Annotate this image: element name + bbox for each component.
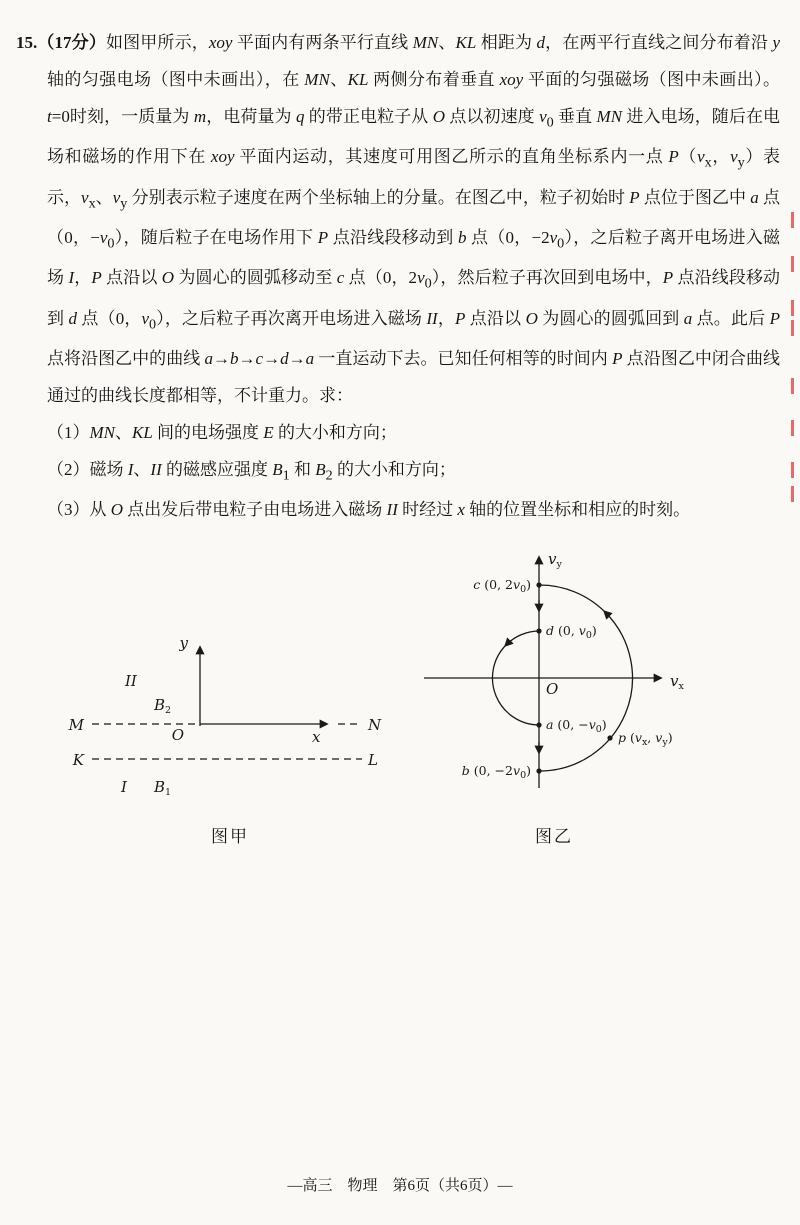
fig-b-label-d: d (0, $v_0$): [546, 623, 597, 642]
figures-row: [16, 546, 780, 847]
figure-a-diagram: [70, 634, 390, 804]
figure-a: [70, 634, 390, 847]
figure-b-caption: 图乙: [535, 827, 573, 847]
fig-b-point-c: [536, 583, 541, 588]
figure-b-diagram: [414, 546, 694, 796]
fig-a-y-axis-label: y: [179, 634, 188, 653]
fig-b-label-c: c (0, $2v_0$): [473, 577, 531, 596]
scan-artifact-mark: [791, 420, 794, 436]
fig-b-point-b: [536, 769, 541, 774]
fig-b-label-p: p ($v_x$, $v_y$): [618, 730, 673, 749]
fig-a-label-k: K: [72, 751, 84, 770]
fig-b-small-arc-lower: [492, 645, 539, 725]
fig-b-point-d: [536, 629, 541, 634]
question-3: （3）从 O 点出发后带电粒子由电场进入磁场 II 时经过 x 轴的位置坐标和相应的时刻。: [47, 500, 691, 520]
figure-a-caption: 图甲: [211, 827, 249, 847]
fig-a-region-ii-label: II: [125, 672, 137, 691]
scan-artifact-mark: [791, 320, 794, 336]
scan-artifact-mark: [791, 212, 794, 228]
scan-artifact-mark: [791, 462, 794, 478]
fig-a-field-b1-label: $B_1$: [154, 778, 172, 799]
problem-body-text: 如图甲所示，xoy 平面内有两条平行直线 MN、KL 相距为 d，在两平行直线之间分布着沿 y 轴的匀强电场（图中未画出），在 MN、KL 两侧分布着垂直 xoy 平面的匀强磁场（图中未画出）。t=0时刻，一质量为 m，电荷量为 q 的带正电粒子从 O 点以初速度 $v_0$ 垂直 MN 进入电场，随后在电场和磁场的作用下在 xoy 平面内运动，其速度可用图乙所示的直角坐标系内一点 $P(v_x$，$v_y$）表示，$v_x$、$v_y$ 分别表示粒子速度在两个坐标轴上的分量。在图乙中，粒子初始时 P 点位于图乙中 a 点（0，$-v_0$），随后粒子在电场作用下 P 点沿线段移动到 b 点（0，$-2v_0$），之后粒子离开电场进入磁场 I，P 点沿以 O 为圆心的圆弧移动至 c 点（0，$2v_0$），然后粒子再次回到电场中，P 点沿线段移动到 d 点（0，$v_0$），之后粒子再次离开电场进入磁场 II，P 点沿以 O 为圆心的圆弧回到 a 点。此后 P 点将沿图乙中的曲线 a→b→c→d→a 一直运动下去。已知任何相等的时间内 P 点沿图乙中闭合曲线通过的曲线长度都相等，不计重力。求：: [47, 33, 781, 405]
question-2: （2）磁场 I、II 的磁感应强度 $B_1$ 和 $B_2$ 的大小和方向；: [47, 459, 456, 484]
fig-a-region-i-label: I: [121, 778, 127, 797]
problem-statement: [16, 24, 780, 414]
fig-a-label-n: N: [368, 716, 382, 735]
figure-b: [414, 546, 694, 847]
fig-b-big-arc-upper: [539, 585, 605, 612]
fig-a-label-m: M: [68, 716, 84, 735]
fig-b-small-arc-upper: [506, 631, 539, 645]
question-1: （1）MN、KL 间的电场强度 E 的大小和方向；: [47, 422, 397, 442]
scan-artifact-mark: [791, 486, 794, 502]
fig-b-vx-axis-label: $v_x$: [670, 672, 684, 693]
problem-score: （17分）: [37, 33, 106, 52]
fig-b-origin-label: O: [546, 680, 559, 699]
fig-b-label-a: a (0, $-v_0$): [546, 717, 607, 736]
problem-number: 15.: [16, 33, 38, 52]
fig-a-field-b2-label: $B_2$: [154, 696, 172, 717]
scan-artifact-mark: [791, 256, 794, 272]
fig-a-origin-label: O: [171, 726, 184, 745]
fig-a-label-l: L: [368, 751, 378, 770]
scan-artifact-mark: [791, 300, 794, 316]
scan-artifact-mark: [791, 378, 794, 394]
fig-b-vy-axis-label: $v_y$: [548, 550, 562, 571]
fig-b-point-p: [607, 736, 612, 741]
fig-a-x-axis-label: x: [312, 728, 321, 747]
page-footer: —高三 物理 第6页（共6页）—: [287, 1178, 513, 1194]
fig-b-point-a: [536, 723, 541, 728]
fig-b-label-b: b (0, $-2v_0$): [461, 763, 531, 782]
